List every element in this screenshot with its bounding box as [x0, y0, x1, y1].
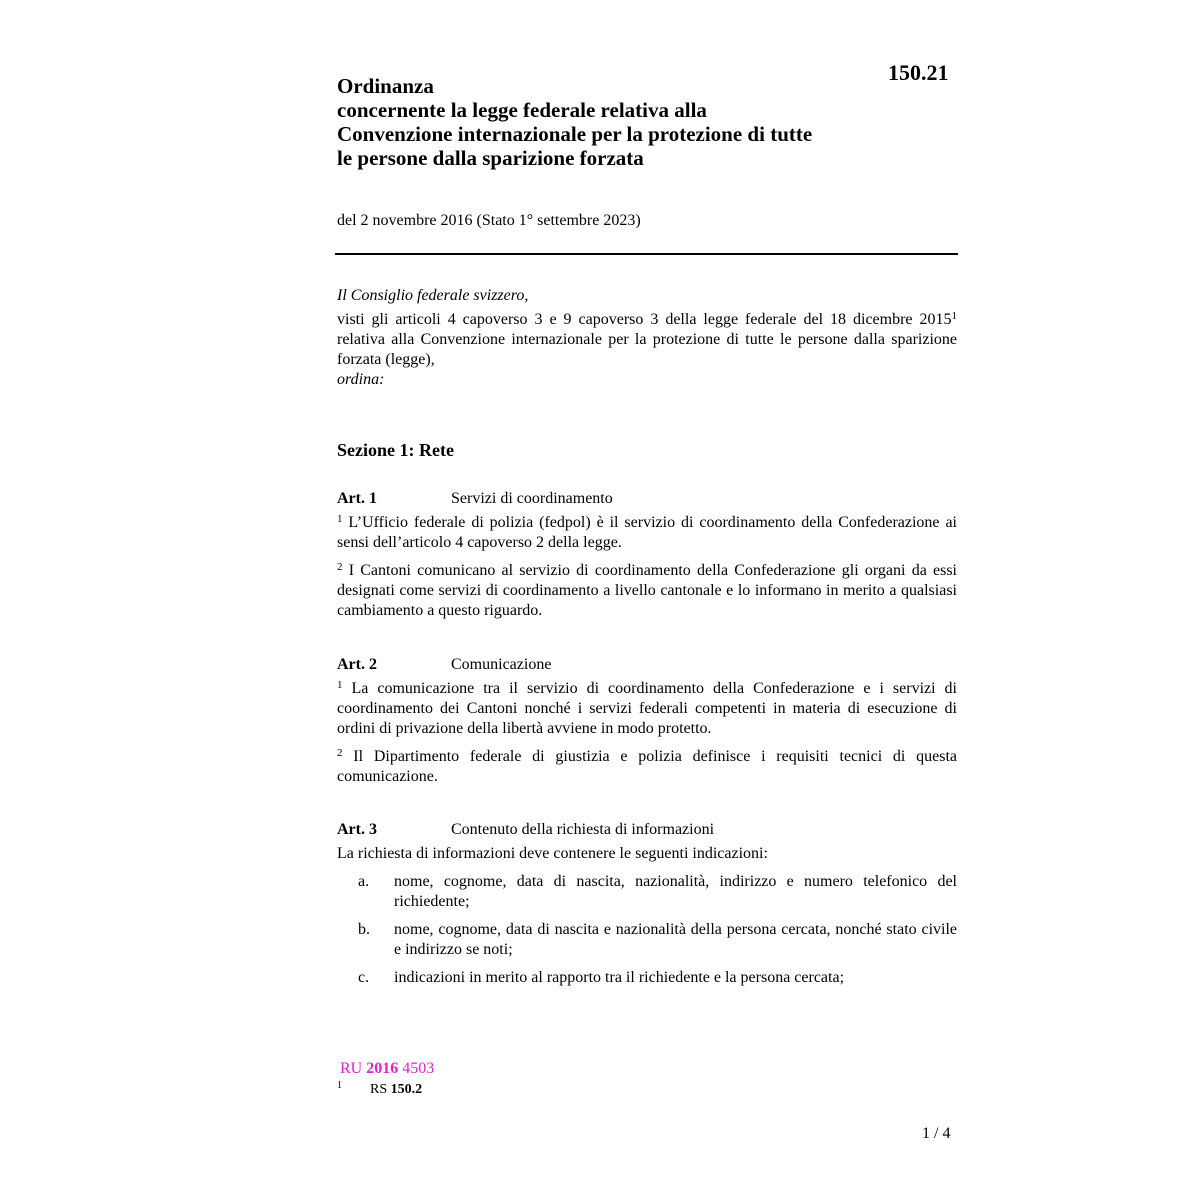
title-line: le persone dalla sparizione forzata [337, 146, 644, 170]
preamble-intro: Il Consiglio federale svizzero, [337, 287, 529, 304]
footnote-prefix: RS [370, 1082, 388, 1097]
paragraph-text: La comunicazione tra il servizio di coordinamento della Confederazione e i servizi di coordinamento dei Cantoni nonché i servizi federali competenti in materia di esecuzione di ordini di privazione della libertà avviene in modo protetto. [337, 680, 958, 737]
article-paragraph [337, 513, 957, 553]
title-line: Convenzione internazionale per la protezione di tutte [337, 122, 813, 146]
title-line: concernente la legge federale relativa alla [337, 98, 707, 122]
footnote [337, 1080, 422, 1098]
article-heading [337, 820, 957, 842]
list-item-text: nome, cognome, data di nascita, nazionalità, indirizzo e numero telefonico del richiedente; [394, 873, 957, 910]
article-number: Art. 1 [337, 490, 377, 507]
preamble-text-part: visti gli articoli 4 capoverso 3 e 9 capoverso 3 della legge federale del 18 dicembre 2015 [337, 311, 952, 328]
article-title: Servizi di coordinamento [451, 490, 613, 507]
section-title: Sezione 1: Rete [337, 440, 454, 460]
footnote-reference: 150.2 [390, 1082, 423, 1097]
footnote-number: 1 [337, 1080, 342, 1091]
article-heading [337, 655, 957, 677]
enumeration-list [337, 872, 957, 988]
list-item-text: nome, cognome, data di nascita e nazionalità della persona cercata, nonché stato civile e indirizzo se noti; [394, 921, 957, 958]
paragraph-number: 2 [337, 747, 343, 759]
document-date: del 2 novembre 2016 (Stato 1° settembre 2023) [337, 212, 641, 229]
article-intro: La richiesta di informazioni deve contenere le seguenti indicazioni: [337, 845, 768, 862]
article-3 [337, 820, 957, 996]
preamble-text [337, 310, 957, 370]
list-letter: b. [358, 921, 370, 938]
article-paragraph [337, 679, 957, 739]
article-paragraph [337, 747, 957, 787]
document-title [337, 74, 897, 170]
list-item [337, 872, 957, 912]
article-paragraph [337, 561, 957, 621]
ru-prefix: RU [340, 1060, 363, 1077]
list-item [337, 968, 957, 988]
article-number: Art. 2 [337, 656, 377, 673]
list-letter: a. [358, 873, 370, 890]
sr-number: 150.21 [888, 60, 949, 85]
preamble [337, 286, 957, 394]
article-2 [337, 655, 957, 795]
footnote-link[interactable]: 1 [951, 310, 957, 322]
preamble-text-part: relativa alla Convenzione internazionale per la protezione di tutte le persone dalla sparizione forzata (legge), [337, 331, 957, 368]
ru-page: 4503 [402, 1060, 435, 1077]
ru-reference-link[interactable] [340, 1060, 434, 1078]
list-letter: c. [358, 969, 370, 986]
article-title: Comunicazione [451, 656, 552, 673]
header-divider [335, 253, 958, 255]
list-item-text: indicazioni in merito al rapporto tra il richiedente e la persona cercata; [394, 969, 845, 986]
title-line: Ordinanza [337, 74, 434, 98]
article-title: Contenuto della richiesta di informazioni [451, 821, 715, 838]
page-number: 1 / 4 [922, 1125, 951, 1142]
paragraph-text: Il Dipartimento federale di giustizia e polizia definisce i requisiti tecnici di questa comunicazione. [337, 748, 958, 785]
article-number: Art. 3 [337, 821, 377, 838]
paragraph-text: I Cantoni comunicano al servizio di coordinamento della Confederazione gli organi da essi designati come servizi di coordinamento a livello cantonale e lo informano in merito a qualsiasi cambiamento a questo riguardo. [337, 562, 958, 619]
article-1 [337, 489, 957, 629]
paragraph-text: L’Ufficio federale di polizia (fedpol) è il servizio di coordinamento della Confederazione ai sensi dell’articolo 4 capoverso 2 della legge. [337, 514, 958, 551]
preamble-ordina: ordina: [337, 371, 385, 388]
list-item [337, 920, 957, 960]
paragraph-number: 2 [337, 561, 343, 573]
paragraph-number: 1 [337, 679, 343, 691]
article-heading [337, 489, 957, 511]
paragraph-number: 1 [337, 513, 343, 525]
ru-year: 2016 [366, 1060, 399, 1077]
